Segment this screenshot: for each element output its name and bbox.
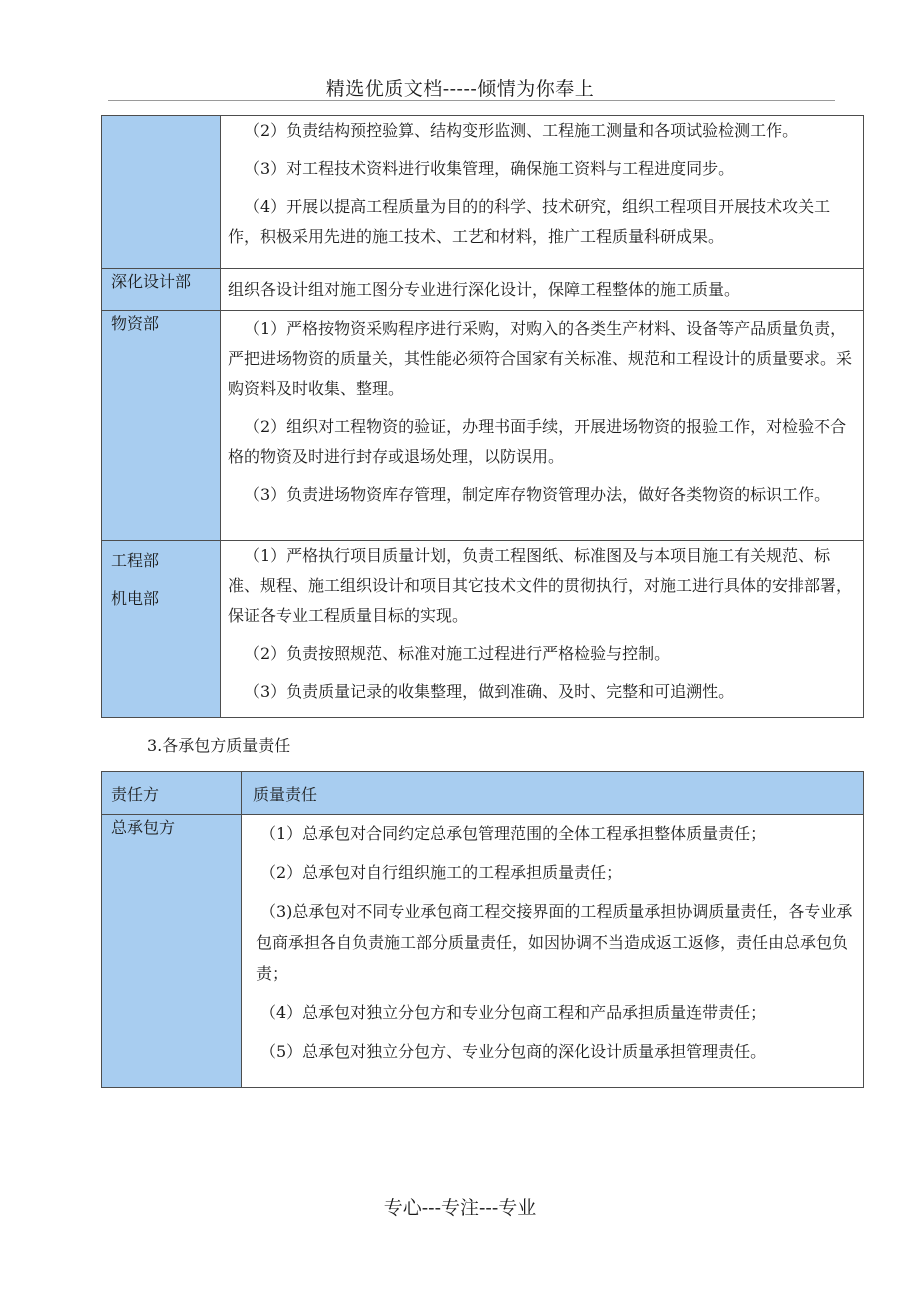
duty-cell bbox=[221, 311, 864, 541]
dept-cell-continued bbox=[102, 116, 221, 269]
duty-item: （1）总承包对合同约定总承包管理范围的全体工程承担整体质量责任； bbox=[260, 824, 767, 843]
duty-item: （3)总承包对不同专业承包商工程交接界面的工程质量承担协调质量责任，各专业承包商承担各自负责施工部分质量责任，如因协调不当造成返工返修，责任由总承包负责； bbox=[256, 902, 853, 983]
duty-item: （3）负责进场物资库存管理，制定库存物资管理办法，做好各类物资的标识工作。 bbox=[244, 485, 831, 504]
section-heading: 3.各承包方质量责任 bbox=[147, 736, 291, 755]
duty-item: （1）严格执行项目质量计划，负责工程图纸、标准图及与本项目施工有关规范、标准、规程、施工组织设计和项目其它技术文件的贯彻执行，对施工进行具体的安排部署，保证各专业工程质量目标的实现。 bbox=[228, 546, 853, 625]
dept-cell bbox=[102, 269, 221, 311]
table-row bbox=[102, 269, 864, 311]
header-label: 质量责任 bbox=[253, 784, 318, 804]
party-label: 总承包方 bbox=[111, 818, 176, 837]
column-header bbox=[242, 772, 864, 815]
duty-cell bbox=[221, 541, 864, 718]
page-header-title: 精选优质文档-----倾情为你奉上 bbox=[325, 78, 595, 100]
dept-label: 机电部 bbox=[111, 589, 160, 608]
duty-cell bbox=[221, 269, 864, 311]
contractor-responsibility-table bbox=[101, 771, 864, 1088]
dept-label: 物资部 bbox=[111, 314, 160, 333]
duty-item: （2）负责按照规范、标准对施工过程进行严格检验与控制。 bbox=[244, 644, 671, 663]
duty-item: （5）总承包对独立分包方、专业分包商的深化设计质量承担管理责任。 bbox=[260, 1042, 767, 1061]
duty-item: （2）总承包对自行组织施工的工程承担质量责任； bbox=[260, 863, 623, 882]
header-label: 责任方 bbox=[111, 784, 160, 804]
dept-label: 工程部 bbox=[111, 551, 160, 570]
dept-cell bbox=[102, 311, 221, 541]
dept-cell bbox=[102, 541, 221, 718]
duty-item: （3）对工程技术资料进行收集管理，确保施工资料与工程进度同步。 bbox=[244, 159, 735, 178]
page-footer: 专心---专注---专业 bbox=[383, 1197, 537, 1219]
header-rule bbox=[108, 100, 835, 101]
dept-label: 深化设计部 bbox=[111, 272, 192, 291]
table-header-row bbox=[102, 772, 864, 815]
duty-item: 组织各设计组对施工图分专业进行深化设计，保障工程整体的施工质量。 bbox=[228, 279, 741, 299]
duty-item: （4）开展以提高工程质量为目的的科学、技术研究，组织工程项目开展技术攻关工作，积极采用先进的施工技术、工艺和材料，推广工程质量科研成果。 bbox=[228, 197, 831, 246]
party-cell bbox=[102, 815, 242, 1088]
duty-item: （2）负责结构预控验算、结构变形监测、工程施工测量和各项试验检测工作。 bbox=[244, 121, 799, 140]
duty-item: （3）负责质量记录的收集整理，做到准确、及时、完整和可追溯性。 bbox=[244, 682, 735, 701]
duty-item: （4）总承包对独立分包方和专业分包商工程和产品承担质量连带责任； bbox=[260, 1003, 767, 1022]
duty-cell bbox=[221, 116, 864, 269]
duty-cell bbox=[242, 815, 864, 1088]
table-row bbox=[102, 311, 864, 541]
table-row bbox=[102, 815, 864, 1088]
column-header bbox=[102, 772, 242, 815]
duty-item: （1）严格按物资采购程序进行采购，对购入的各类生产材料、设备等产品质量负责，严把进场物资的质量关，其性能必须符合国家有关标准、规范和工程设计的质量要求。采购资料及时收集、整理。 bbox=[228, 319, 853, 398]
table-row bbox=[102, 116, 864, 269]
table-row bbox=[102, 541, 864, 718]
department-responsibility-table bbox=[101, 115, 864, 718]
duty-item: （2）组织对工程物资的验证，办理书面手续，开展进场物资的报验工作，对检验不合格的物资及时进行封存或退场处理，以防误用。 bbox=[228, 417, 847, 466]
